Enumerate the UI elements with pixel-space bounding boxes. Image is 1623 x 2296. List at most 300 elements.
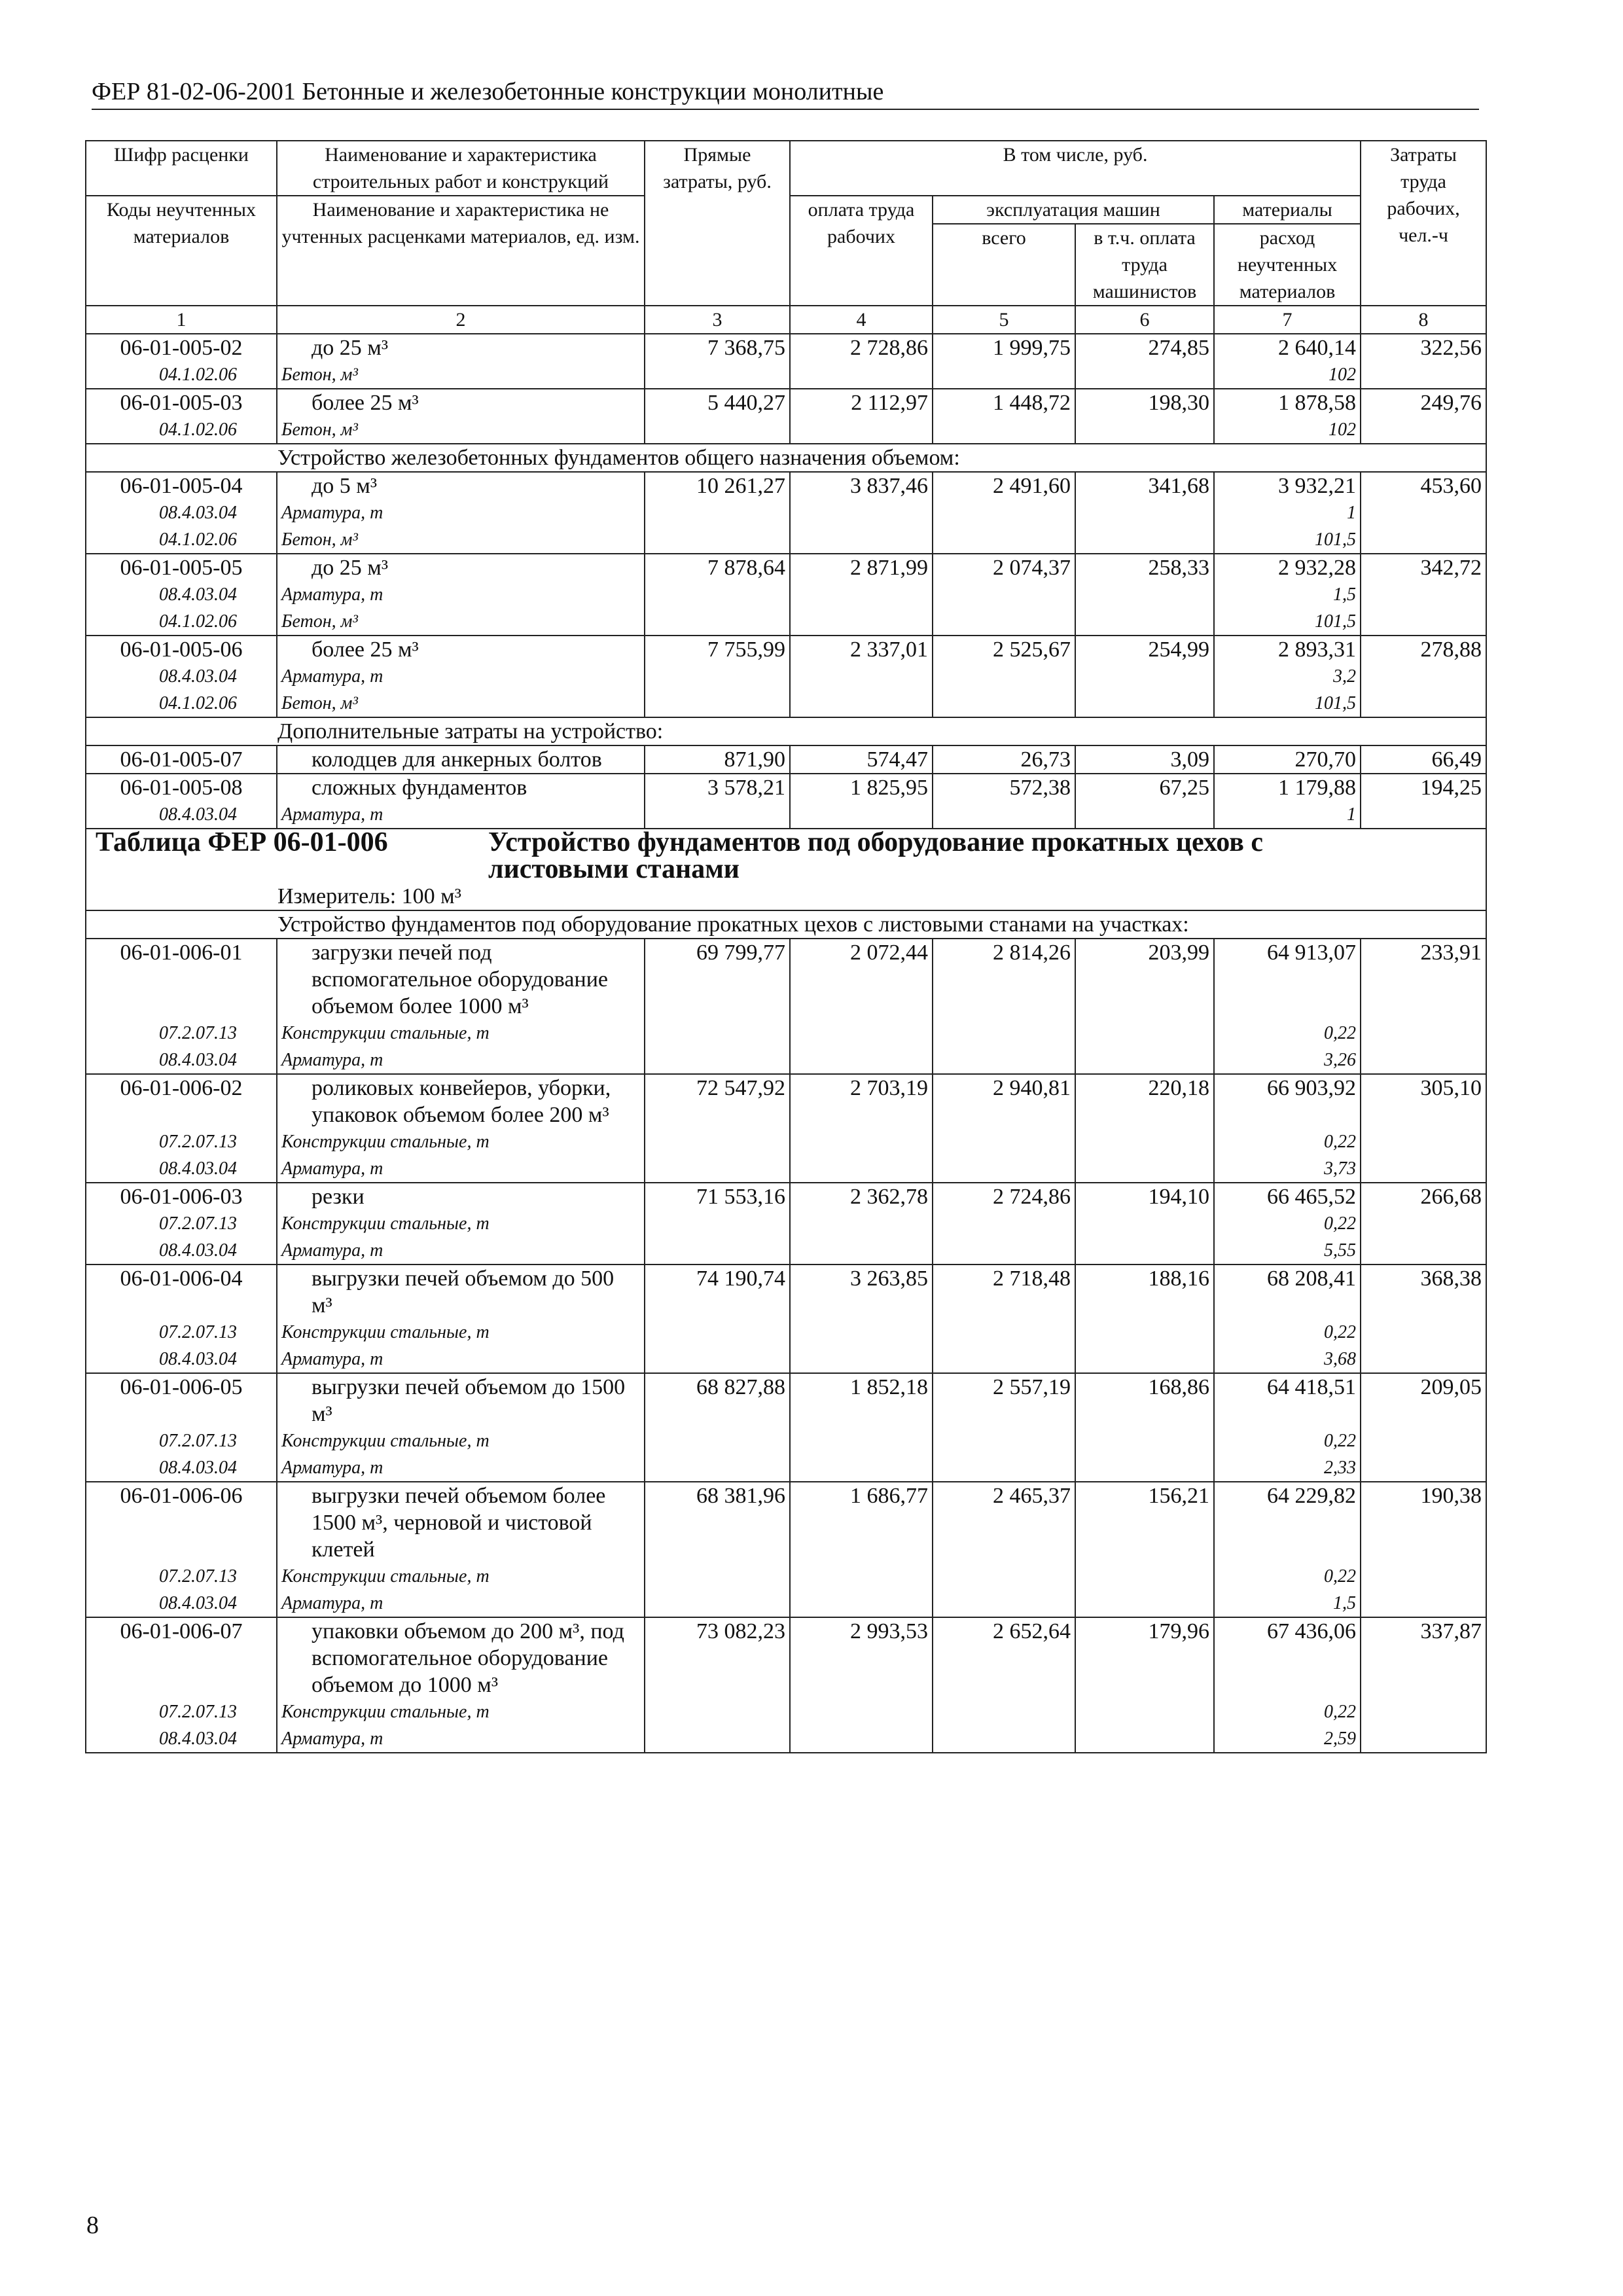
empty-cell	[645, 801, 790, 829]
material-name: Арматура, т	[277, 663, 645, 690]
col-number: 6	[1075, 306, 1214, 334]
empty-cell	[645, 690, 790, 717]
empty-cell	[1075, 1128, 1214, 1155]
empty-cell	[645, 1020, 790, 1047]
direct-cost: 68 827,88	[645, 1373, 790, 1427]
col-materials-header: материалы	[1214, 196, 1361, 224]
machinists-pay: 179,96	[1075, 1617, 1214, 1698]
empty-cell	[1075, 1725, 1214, 1753]
table-row	[86, 1183, 1486, 1210]
material-code: 07.2.07.13	[86, 1319, 277, 1346]
col-name-bottom-header: Наименование и характеристика не учтенных расценками материалов, ед. изм.	[277, 196, 645, 306]
empty-cell	[645, 663, 790, 690]
material-name: Конструкции стальные, т	[277, 1020, 645, 1047]
material-name: Бетон, м³	[277, 526, 645, 554]
material-row	[86, 499, 1486, 526]
workers-pay: 2 072,44	[790, 939, 933, 1020]
empty-cell	[645, 1155, 790, 1183]
material-row	[86, 1454, 1486, 1482]
direct-cost: 68 381,96	[645, 1482, 790, 1563]
rate-code: 06-01-006-07	[86, 1617, 277, 1698]
page-header: ФЕР 81-02-06-2001 Бетонные и железобетонные конструкции монолитные	[92, 77, 1479, 110]
material-name: Бетон, м³	[277, 608, 645, 636]
material-name: Арматура, т	[277, 801, 645, 829]
machines-total: 2 074,37	[933, 554, 1075, 581]
empty-cell	[933, 1128, 1075, 1155]
empty-cell	[790, 581, 933, 608]
materials-cost: 270,70	[1214, 745, 1361, 774]
material-name: Арматура, т	[277, 499, 645, 526]
empty-cell	[933, 1427, 1075, 1454]
material-code: 08.4.03.04	[86, 1454, 277, 1482]
material-name: Арматура, т	[277, 1155, 645, 1183]
material-row	[86, 526, 1486, 554]
table-row	[86, 1617, 1486, 1698]
table-title-row	[86, 829, 1486, 883]
machines-total: 2 724,86	[933, 1183, 1075, 1210]
labor-hours: 249,76	[1361, 389, 1486, 416]
empty-cell	[1075, 1210, 1214, 1237]
table-row	[86, 334, 1486, 361]
material-name: Арматура, т	[277, 581, 645, 608]
empty-cell	[1075, 1427, 1214, 1454]
col-number: 5	[933, 306, 1075, 334]
empty-cell	[1361, 1454, 1486, 1482]
direct-cost: 7 878,64	[645, 554, 790, 581]
direct-cost: 871,90	[645, 745, 790, 774]
material-code: 08.4.03.04	[86, 581, 277, 608]
empty-cell	[790, 416, 933, 444]
empty-cell	[1361, 801, 1486, 829]
material-row	[86, 1020, 1486, 1047]
material-qty: 1,5	[1214, 1590, 1361, 1617]
material-name: Конструкции стальные, т	[277, 1698, 645, 1725]
material-name: Конструкции стальные, т	[277, 1128, 645, 1155]
material-name: Конструкции стальные, т	[277, 1427, 645, 1454]
col-number: 3	[645, 306, 790, 334]
work-name: до 25 м³	[277, 334, 645, 361]
empty-cell	[933, 801, 1075, 829]
machinists-pay: 3,09	[1075, 745, 1214, 774]
rate-code: 06-01-005-05	[86, 554, 277, 581]
empty-cell	[1361, 1155, 1486, 1183]
material-qty: 5,55	[1214, 1237, 1361, 1265]
empty-cell	[790, 663, 933, 690]
direct-cost: 3 578,21	[645, 774, 790, 801]
machines-total: 1 999,75	[933, 334, 1075, 361]
work-name: выгрузки печей объемом до 1500 м³	[277, 1373, 645, 1427]
empty-cell	[790, 1047, 933, 1074]
work-name: до 25 м³	[277, 554, 645, 581]
empty-cell	[1361, 1346, 1486, 1373]
material-name: Бетон, м³	[277, 361, 645, 389]
empty-cell	[1075, 1590, 1214, 1617]
rate-code: 06-01-006-03	[86, 1183, 277, 1210]
machines-total: 1 448,72	[933, 389, 1075, 416]
material-row	[86, 1590, 1486, 1617]
material-row	[86, 690, 1486, 717]
materials-cost: 66 903,92	[1214, 1074, 1361, 1128]
page-number: 8	[86, 2212, 99, 2239]
empty-cell	[790, 1427, 933, 1454]
materials-cost: 64 418,51	[1214, 1373, 1361, 1427]
machines-total: 572,38	[933, 774, 1075, 801]
material-name: Бетон, м³	[277, 416, 645, 444]
empty-cell	[933, 663, 1075, 690]
empty-cell	[1075, 1563, 1214, 1590]
col-labor-header: Затраты труда рабочих, чел.-ч	[1361, 141, 1486, 306]
material-name: Бетон, м³	[277, 690, 645, 717]
empty-cell	[1075, 1020, 1214, 1047]
material-code: 04.1.02.06	[86, 361, 277, 389]
empty-cell	[645, 1427, 790, 1454]
labor-hours: 66,49	[1361, 745, 1486, 774]
table-row	[86, 1482, 1486, 1563]
machinists-pay: 258,33	[1075, 554, 1214, 581]
work-name: резки	[277, 1183, 645, 1210]
empty-cell	[1361, 1725, 1486, 1753]
labor-hours: 322,56	[1361, 334, 1486, 361]
empty-cell	[933, 1047, 1075, 1074]
col-direct-header: Прямые затраты, руб.	[645, 141, 790, 306]
workers-pay: 3 837,46	[790, 472, 933, 499]
direct-cost: 10 261,27	[645, 472, 790, 499]
empty-cell	[1075, 1454, 1214, 1482]
table-row	[86, 939, 1486, 1020]
machinists-pay: 198,30	[1075, 389, 1214, 416]
section-heading: Устройство железобетонных фундаментов общего назначения объемом:	[86, 444, 1486, 472]
work-name: выгрузки печей объемом до 500 м³	[277, 1265, 645, 1319]
labor-hours: 194,25	[1361, 774, 1486, 801]
material-code: 04.1.02.06	[86, 416, 277, 444]
machinists-pay: 168,86	[1075, 1373, 1214, 1427]
empty-cell	[1361, 1563, 1486, 1590]
empty-cell	[1075, 1237, 1214, 1265]
material-qty: 0,22	[1214, 1563, 1361, 1590]
material-code: 07.2.07.13	[86, 1020, 277, 1047]
workers-pay: 2 728,86	[790, 334, 933, 361]
empty-cell	[1361, 1128, 1486, 1155]
empty-cell	[1361, 663, 1486, 690]
machines-total: 2 940,81	[933, 1074, 1075, 1128]
material-code: 04.1.02.06	[86, 690, 277, 717]
direct-cost: 72 547,92	[645, 1074, 790, 1128]
price-table	[85, 140, 1487, 1753]
material-qty: 0,22	[1214, 1128, 1361, 1155]
material-qty: 0,22	[1214, 1020, 1361, 1047]
material-row	[86, 801, 1486, 829]
workers-pay: 2 871,99	[790, 554, 933, 581]
col-number: 8	[1361, 306, 1486, 334]
empty-cell	[645, 1698, 790, 1725]
material-code: 08.4.03.04	[86, 663, 277, 690]
direct-cost: 7 368,75	[645, 334, 790, 361]
workers-pay: 2 337,01	[790, 636, 933, 663]
material-row	[86, 1427, 1486, 1454]
empty-cell	[1075, 416, 1214, 444]
table-heading: Устройство фундаментов под оборудование прокатных цехов с листовыми станами	[488, 827, 1264, 884]
empty-cell	[645, 1454, 790, 1482]
table-row	[86, 745, 1486, 774]
materials-cost: 3 932,21	[1214, 472, 1361, 499]
material-qty: 2,33	[1214, 1454, 1361, 1482]
material-qty: 1	[1214, 801, 1361, 829]
empty-cell	[933, 1020, 1075, 1047]
labor-hours: 266,68	[1361, 1183, 1486, 1210]
material-row	[86, 1047, 1486, 1074]
rate-code: 06-01-006-02	[86, 1074, 277, 1128]
empty-cell	[645, 1128, 790, 1155]
empty-cell	[645, 1237, 790, 1265]
empty-cell	[1361, 1210, 1486, 1237]
empty-cell	[1361, 1427, 1486, 1454]
material-code: 08.4.03.04	[86, 499, 277, 526]
materials-cost: 67 436,06	[1214, 1617, 1361, 1698]
measure-row	[86, 883, 1486, 910]
materials-cost: 66 465,52	[1214, 1183, 1361, 1210]
material-qty: 102	[1214, 361, 1361, 389]
rate-code: 06-01-006-05	[86, 1373, 277, 1427]
workers-pay: 1 852,18	[790, 1373, 933, 1427]
empty-cell	[790, 1210, 933, 1237]
material-row	[86, 663, 1486, 690]
empty-cell	[1361, 1698, 1486, 1725]
material-code: 07.2.07.13	[86, 1698, 277, 1725]
empty-cell	[1075, 801, 1214, 829]
empty-cell	[1361, 690, 1486, 717]
empty-cell	[790, 1346, 933, 1373]
empty-cell	[790, 1319, 933, 1346]
material-name: Конструкции стальные, т	[277, 1210, 645, 1237]
empty-cell	[790, 1454, 933, 1482]
work-name: колодцев для анкерных болтов	[277, 745, 645, 774]
material-code: 08.4.03.04	[86, 1725, 277, 1753]
material-qty: 0,22	[1214, 1319, 1361, 1346]
material-code: 07.2.07.13	[86, 1128, 277, 1155]
empty-cell	[1075, 1155, 1214, 1183]
direct-cost: 74 190,74	[645, 1265, 790, 1319]
empty-cell	[1361, 499, 1486, 526]
material-code: 08.4.03.04	[86, 1346, 277, 1373]
empty-cell	[645, 361, 790, 389]
work-name: загрузки печей под вспомогательное оборудование объемом более 1000 м³	[277, 939, 645, 1020]
table-row	[86, 389, 1486, 416]
section-row	[86, 717, 1486, 745]
empty-cell	[790, 1698, 933, 1725]
empty-cell	[790, 361, 933, 389]
empty-cell	[1361, 416, 1486, 444]
empty-cell	[1075, 608, 1214, 636]
material-row	[86, 1346, 1486, 1373]
work-name: роликовых конвейеров, уборки, упаковок объемом более 200 м³	[277, 1074, 645, 1128]
material-code: 04.1.02.06	[86, 608, 277, 636]
col-materials-use-header: расход неучтенных материалов	[1214, 224, 1361, 306]
empty-cell	[1075, 1698, 1214, 1725]
empty-cell	[645, 1319, 790, 1346]
material-code: 08.4.03.04	[86, 1047, 277, 1074]
direct-cost: 7 755,99	[645, 636, 790, 663]
col-code-header: Шифр расценки	[86, 141, 277, 196]
machinists-pay: 254,99	[1075, 636, 1214, 663]
materials-cost: 1 179,88	[1214, 774, 1361, 801]
empty-cell	[645, 1563, 790, 1590]
labor-hours: 190,38	[1361, 1482, 1486, 1563]
col-number: 1	[86, 306, 277, 334]
empty-cell	[790, 1590, 933, 1617]
material-row	[86, 1155, 1486, 1183]
labor-hours: 278,88	[1361, 636, 1486, 663]
material-code: 08.4.03.04	[86, 1590, 277, 1617]
material-qty: 2,59	[1214, 1725, 1361, 1753]
material-qty: 0,22	[1214, 1210, 1361, 1237]
material-name: Арматура, т	[277, 1454, 645, 1482]
material-qty: 3,2	[1214, 663, 1361, 690]
machinists-pay: 203,99	[1075, 939, 1214, 1020]
empty-cell	[645, 526, 790, 554]
machines-total: 2 465,37	[933, 1482, 1075, 1563]
empty-cell	[1075, 1319, 1214, 1346]
empty-cell	[790, 1155, 933, 1183]
material-qty: 101,5	[1214, 608, 1361, 636]
col-number: 7	[1214, 306, 1361, 334]
labor-hours: 342,72	[1361, 554, 1486, 581]
labor-hours: 368,38	[1361, 1265, 1486, 1319]
empty-cell	[1075, 1047, 1214, 1074]
empty-cell	[1361, 1047, 1486, 1074]
material-name: Арматура, т	[277, 1047, 645, 1074]
workers-pay: 1 686,77	[790, 1482, 933, 1563]
empty-cell	[933, 690, 1075, 717]
direct-cost: 69 799,77	[645, 939, 790, 1020]
material-qty: 3,73	[1214, 1155, 1361, 1183]
materials-cost: 64 229,82	[1214, 1482, 1361, 1563]
empty-cell	[645, 1725, 790, 1753]
material-code: 08.4.03.04	[86, 801, 277, 829]
empty-cell	[790, 1725, 933, 1753]
material-name: Арматура, т	[277, 1590, 645, 1617]
table-label: Таблица ФЕР 06-01-006	[96, 827, 388, 857]
empty-cell	[1075, 499, 1214, 526]
machinists-pay: 188,16	[1075, 1265, 1214, 1319]
empty-cell	[933, 1454, 1075, 1482]
material-qty: 1	[1214, 499, 1361, 526]
empty-cell	[790, 1563, 933, 1590]
material-qty: 3,26	[1214, 1047, 1361, 1074]
rate-code: 06-01-005-07	[86, 745, 277, 774]
measure-unit: Измеритель: 100 м³	[86, 883, 1486, 910]
empty-cell	[1075, 1346, 1214, 1373]
workers-pay: 2 703,19	[790, 1074, 933, 1128]
section-heading: Дополнительные затраты на устройство:	[86, 717, 1486, 745]
empty-cell	[1361, 1590, 1486, 1617]
material-row	[86, 416, 1486, 444]
table-row	[86, 1074, 1486, 1128]
machines-total: 2 652,64	[933, 1617, 1075, 1698]
col-incl-header: В том числе, руб.	[790, 141, 1361, 196]
empty-cell	[933, 1237, 1075, 1265]
empty-cell	[933, 581, 1075, 608]
empty-cell	[933, 416, 1075, 444]
workers-pay: 2 362,78	[790, 1183, 933, 1210]
material-code: 08.4.03.04	[86, 1237, 277, 1265]
material-row	[86, 608, 1486, 636]
machines-total: 2 814,26	[933, 939, 1075, 1020]
empty-cell	[790, 608, 933, 636]
material-row	[86, 1725, 1486, 1753]
col-machines-total-header: всего	[933, 224, 1075, 306]
material-qty: 102	[1214, 416, 1361, 444]
col-workers-pay-header: оплата труда рабочих	[790, 196, 933, 306]
col-machines-header: эксплуатация машин	[933, 196, 1214, 224]
direct-cost: 71 553,16	[645, 1183, 790, 1210]
material-row	[86, 1698, 1486, 1725]
material-row	[86, 1128, 1486, 1155]
labor-hours: 337,87	[1361, 1617, 1486, 1698]
labor-hours: 209,05	[1361, 1373, 1486, 1427]
direct-cost: 5 440,27	[645, 389, 790, 416]
empty-cell	[1075, 581, 1214, 608]
empty-cell	[790, 1237, 933, 1265]
material-code: 07.2.07.13	[86, 1427, 277, 1454]
material-row	[86, 581, 1486, 608]
machinists-pay: 220,18	[1075, 1074, 1214, 1128]
material-qty: 0,22	[1214, 1698, 1361, 1725]
empty-cell	[790, 801, 933, 829]
machines-total: 2 557,19	[933, 1373, 1075, 1427]
materials-cost: 64 913,07	[1214, 939, 1361, 1020]
empty-cell	[933, 608, 1075, 636]
empty-cell	[933, 499, 1075, 526]
empty-cell	[933, 1319, 1075, 1346]
materials-cost: 68 208,41	[1214, 1265, 1361, 1319]
material-row	[86, 1319, 1486, 1346]
material-name: Конструкции стальные, т	[277, 1319, 645, 1346]
empty-cell	[645, 1346, 790, 1373]
col-codes-unaccounted-header: Коды неучтенных материалов	[86, 196, 277, 306]
empty-cell	[1361, 1237, 1486, 1265]
materials-cost: 2 932,28	[1214, 554, 1361, 581]
empty-cell	[933, 526, 1075, 554]
table-row	[86, 636, 1486, 663]
empty-cell	[790, 690, 933, 717]
empty-cell	[645, 499, 790, 526]
work-name: более 25 м³	[277, 636, 645, 663]
rate-code: 06-01-006-01	[86, 939, 277, 1020]
workers-pay: 1 825,95	[790, 774, 933, 801]
direct-cost: 73 082,23	[645, 1617, 790, 1698]
empty-cell	[645, 581, 790, 608]
work-name: сложных фундаментов	[277, 774, 645, 801]
machinists-pay: 274,85	[1075, 334, 1214, 361]
machinists-pay: 156,21	[1075, 1482, 1214, 1563]
material-code: 04.1.02.06	[86, 526, 277, 554]
section-row	[86, 910, 1486, 939]
work-name: до 5 м³	[277, 472, 645, 499]
empty-cell	[1361, 526, 1486, 554]
machines-total: 2 718,48	[933, 1265, 1075, 1319]
empty-cell	[1075, 361, 1214, 389]
col-number: 4	[790, 306, 933, 334]
material-row	[86, 361, 1486, 389]
rate-code: 06-01-005-02	[86, 334, 277, 361]
material-row	[86, 1563, 1486, 1590]
material-name: Арматура, т	[277, 1237, 645, 1265]
machinists-pay: 194,10	[1075, 1183, 1214, 1210]
material-qty: 101,5	[1214, 526, 1361, 554]
rate-code: 06-01-005-03	[86, 389, 277, 416]
empty-cell	[645, 1210, 790, 1237]
machines-total: 2 525,67	[933, 636, 1075, 663]
